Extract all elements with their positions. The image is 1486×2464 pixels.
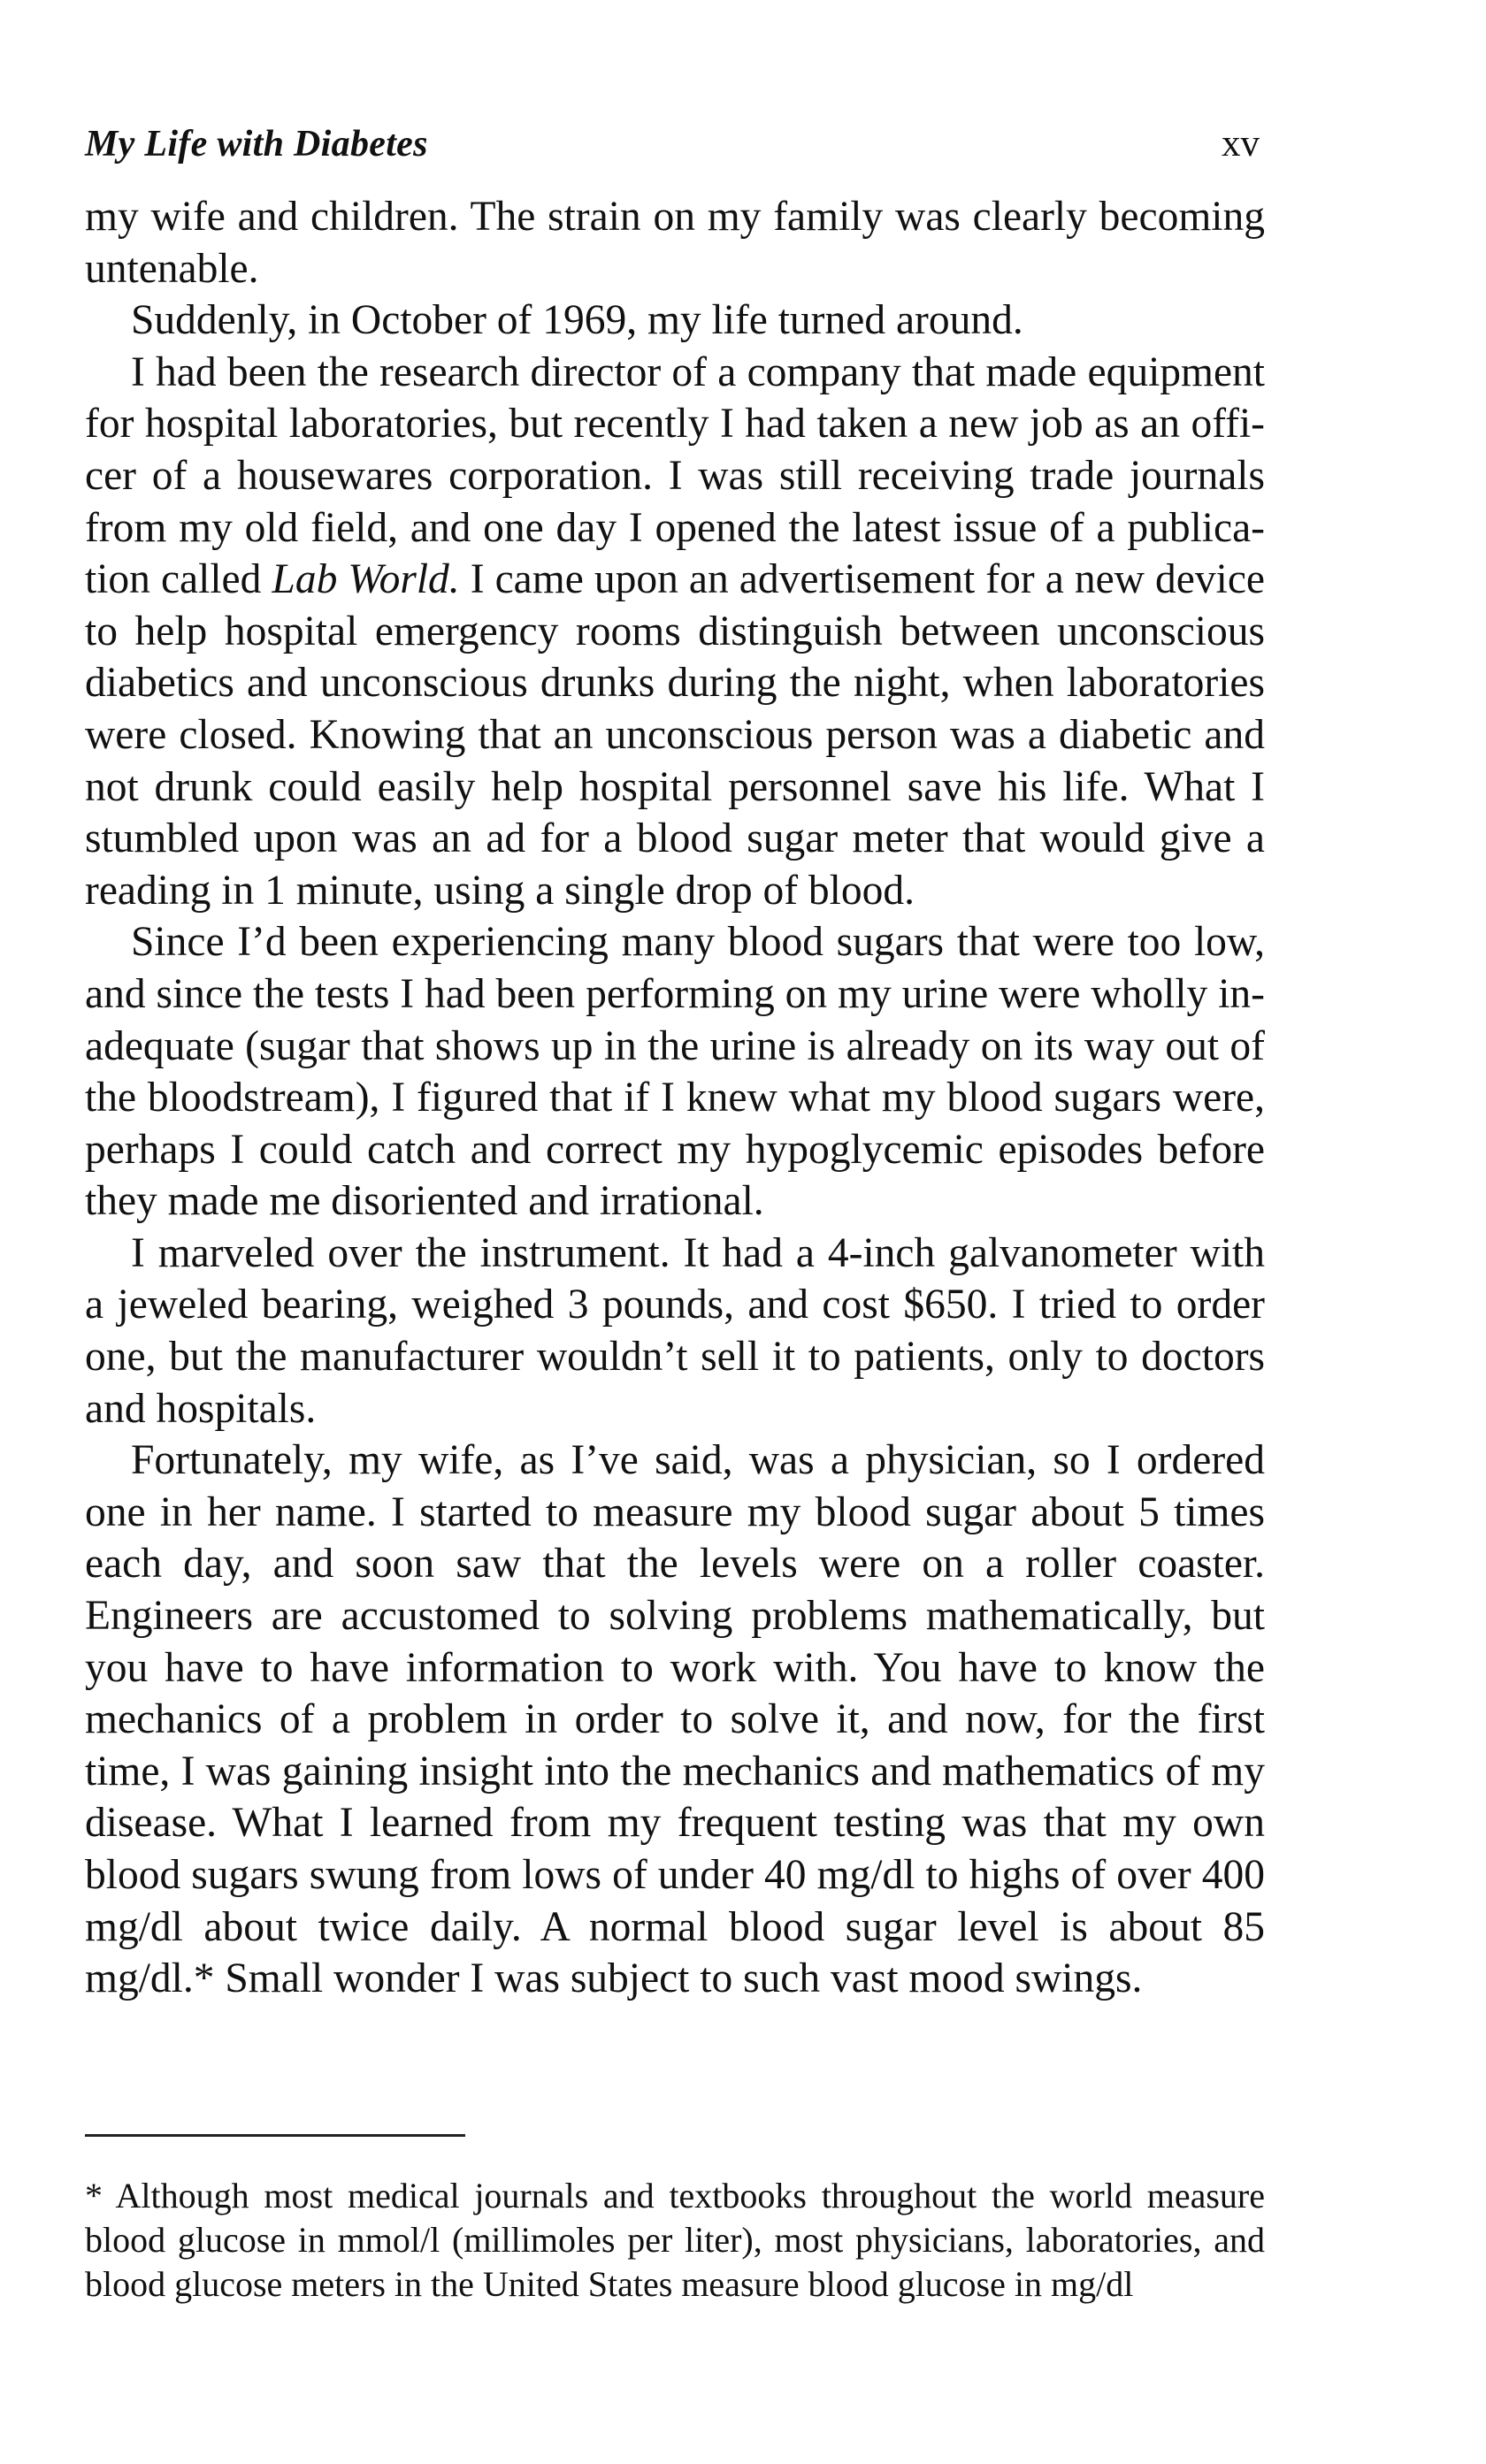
publication-title: Lab World. (272, 556, 460, 603)
running-title: My Life with Diabetes (85, 124, 428, 165)
paragraph: my wife and children. The strain on my family was clearly becoming untenable. (85, 194, 1265, 292)
paragraph: I marveled over the instrument. It had a 4-inch galvanometer with a jeweled bearing, weighed 3 pounds, and cost $650. I tried to order one, but the manufacturer wouldn’t sell it to patients, only to doctors and hospitals. (85, 1229, 1265, 1432)
footnote-divider (85, 2134, 465, 2137)
paragraph: Fortunately, my wife, as I’ve said, was a physician, so I ordered one in her name. I started to measure my blood sugar about 5 times each day, and soon saw that the levels were on a roller coaster. Engineers are accustomed to solving problems mathematically, but you have to have information to work with. You have to know the mechanics of a problem in order to solve it, and now, for the first time, I was gaining insight into the mechanics and mathematics of my disease. What I learned from my frequent testing was that my own blood sugars swung from lows of under 40 mg/dl to highs of over 400 mg/dl about twice daily. A normal blood sugar level is about 85 mg/dl.* Small wonder I was subject to such vast mood swings. (85, 1437, 1265, 2002)
paragraph (85, 347, 1265, 917)
running-head (85, 122, 1265, 184)
paragraph-text: I came upon an advertisement for a new device to help hospital emergency rooms distinguish between unconscious diabetics and unconscious drunks during the night, when laboratories were closed. Knowing that an unconscious person was a diabetic and not drunk could easily help hospital personnel save his life. What I stumbled upon was an ad for a blood sugar meter that would give a reading in 1 minute, using a single drop of blood. (85, 556, 1265, 914)
footnote: * Although most medical journals and textbooks throughout the world measure blood glucose in mmol/l (millimoles per liter), most physicians, laboratories, and blood glucose meters in the United States measure blood glucose in mg/dl (85, 2176, 1265, 2304)
paragraph-text: I had been the research director of a company that made equipment for hospital laboratories, but recently I had taken a new job as an officer of a housewares corporation. I was still receiving trade journals from my old field, and one day I opened the latest issue of a publication called (85, 348, 1265, 603)
page-number: xv (1222, 123, 1260, 165)
body-text (85, 191, 1265, 2005)
paragraph: Suddenly, in October of 1969, my life turned around. (131, 297, 1023, 344)
paragraph: Since I’d been experiencing many blood sugars that were too low, and since the tests I had been performing on my urine were wholly inadequate (sugar that shows up in the urine is already on its way out of the bloodstream), I figured that if I knew what my blood sugars were, perhaps I could catch and correct my hypoglycemic episodes before they made me disoriented and irrational. (85, 919, 1265, 1225)
book-page (85, 122, 1265, 2005)
